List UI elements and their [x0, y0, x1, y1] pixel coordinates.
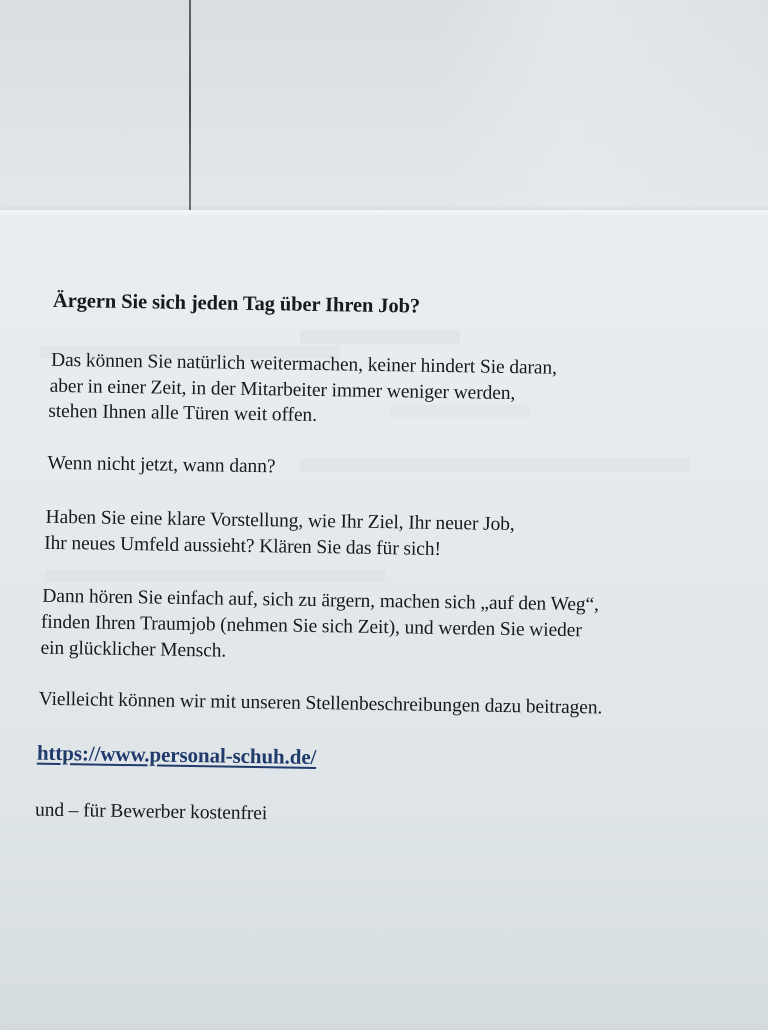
footer-note: und – für Bewerber kostenfrei [34, 799, 268, 825]
paragraph-2-line-1: Wenn nicht jetzt, wann dann? [47, 452, 276, 478]
paragraph-1-line-1: Das können Sie natürlich weitermachen, keiner hindert Sie daran, [50, 349, 558, 379]
paragraph-3-line-2: Ihr neues Umfeld aussieht? Klären Sie das für sich! [44, 532, 442, 560]
paragraph-4-line-1: Dann hören Sie einfach auf, sich zu ärgern, machen sich „auf den Weg“, [42, 585, 600, 616]
paragraph-1-line-2: aber in einer Zeit, in der Mitarbeiter immer weniger werden, [49, 375, 516, 405]
paragraph-4-line-3: ein glücklicher Mensch. [40, 637, 227, 662]
paragraph-4-line-2: finden Ihren Traumjob (nehmen Sie sich Zeit), und werden Sie wieder [40, 611, 582, 642]
paragraph-3-line-1: Haben Sie eine klare Vorstellung, wie Ihr Ziel, Ihr neuer Job, [45, 506, 515, 536]
letter-heading: Ärgern Sie sich jeden Tag über Ihren Job? [52, 289, 421, 318]
website-link[interactable]: https://www.personal-schuh.de/ [36, 740, 317, 770]
paragraph-5-line-1: Vielleicht können wir mit unseren Stellenbeschreibungen dazu beitragen. [38, 688, 603, 719]
paragraph-1-line-3: stehen Ihnen alle Türen weit offen. [48, 400, 318, 426]
